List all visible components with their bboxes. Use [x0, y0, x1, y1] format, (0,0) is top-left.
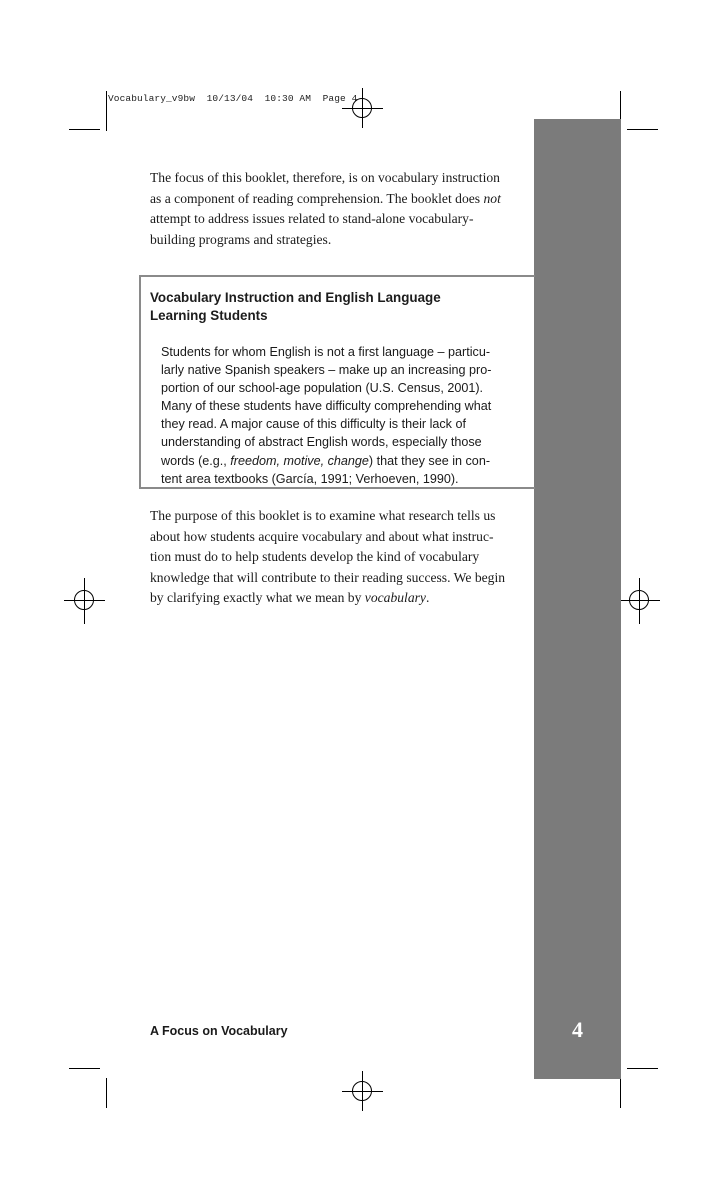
- purpose-line: tion must do to help students develop the kind of vocabulary: [150, 549, 480, 565]
- intro-line: The focus of this booklet, therefore, is on vocabulary instruction: [150, 170, 500, 185]
- page-number: 4: [572, 1017, 583, 1042]
- print-slug: Vocabulary_v9bw 10/13/04 10:30 AM Page 4: [108, 93, 358, 104]
- sidebar-body-line: understanding of abstract English words, especially those: [161, 435, 482, 450]
- sidebar-body-line: they read. A major cause of this difficulty is their lack of: [161, 417, 466, 432]
- crop-mark-top-left-vertical: [106, 91, 107, 131]
- sidebar-body-line: Many of these students have difficulty comprehending what: [161, 399, 492, 414]
- sidebar-title-line: Vocabulary Instruction and English Language: [150, 290, 441, 305]
- sidebar-title-line: Learning Students: [150, 308, 268, 323]
- intro-line: as a component of reading comprehension. The booklet does not: [150, 190, 501, 206]
- crop-mark-top-left-horizontal: [69, 129, 100, 130]
- crop-mark-bottom-right-vertical: [620, 1078, 621, 1108]
- sidebar-body: [161, 343, 491, 488]
- purpose-paragraph: [150, 506, 520, 609]
- sidebar-body-line: tent area textbooks (García, 1991; Verhoeven, 1990).: [161, 471, 459, 486]
- sidebar-body-line: larly native Spanish speakers – make up an increasing pro-: [161, 363, 492, 378]
- crop-mark-bottom-left-vertical: [106, 1078, 107, 1108]
- sidebar-body-line: words (e.g., freedom, motive, change) that they see in con-: [161, 453, 491, 468]
- purpose-line: by clarifying exactly what we mean by vocabulary.: [150, 590, 430, 606]
- running-footer-title: A Focus on Vocabulary: [150, 1024, 288, 1038]
- intro-line: attempt to address issues related to stand-alone vocabulary-: [150, 211, 474, 227]
- purpose-line: knowledge that will contribute to their reading success. We begin: [150, 569, 506, 585]
- side-bar: [534, 119, 621, 1079]
- intro-paragraph: [150, 168, 520, 250]
- purpose-line: about how students acquire vocabulary and about what instruc-: [150, 528, 494, 544]
- intro-line: building programs and strategies.: [150, 231, 332, 247]
- purpose-line: The purpose of this booklet is to examine what research tells us: [150, 508, 496, 523]
- sidebar-body-line: Students for whom English is not a first language – particu-: [161, 345, 491, 359]
- sidebar-title: [150, 289, 441, 325]
- crop-mark-top-right-horizontal: [627, 129, 658, 130]
- crop-mark-bottom-left-horizontal: [69, 1068, 100, 1069]
- crop-mark-bottom-right-horizontal: [627, 1068, 658, 1069]
- sidebar-body-line: portion of our school-age population (U.S. Census, 2001).: [161, 381, 484, 396]
